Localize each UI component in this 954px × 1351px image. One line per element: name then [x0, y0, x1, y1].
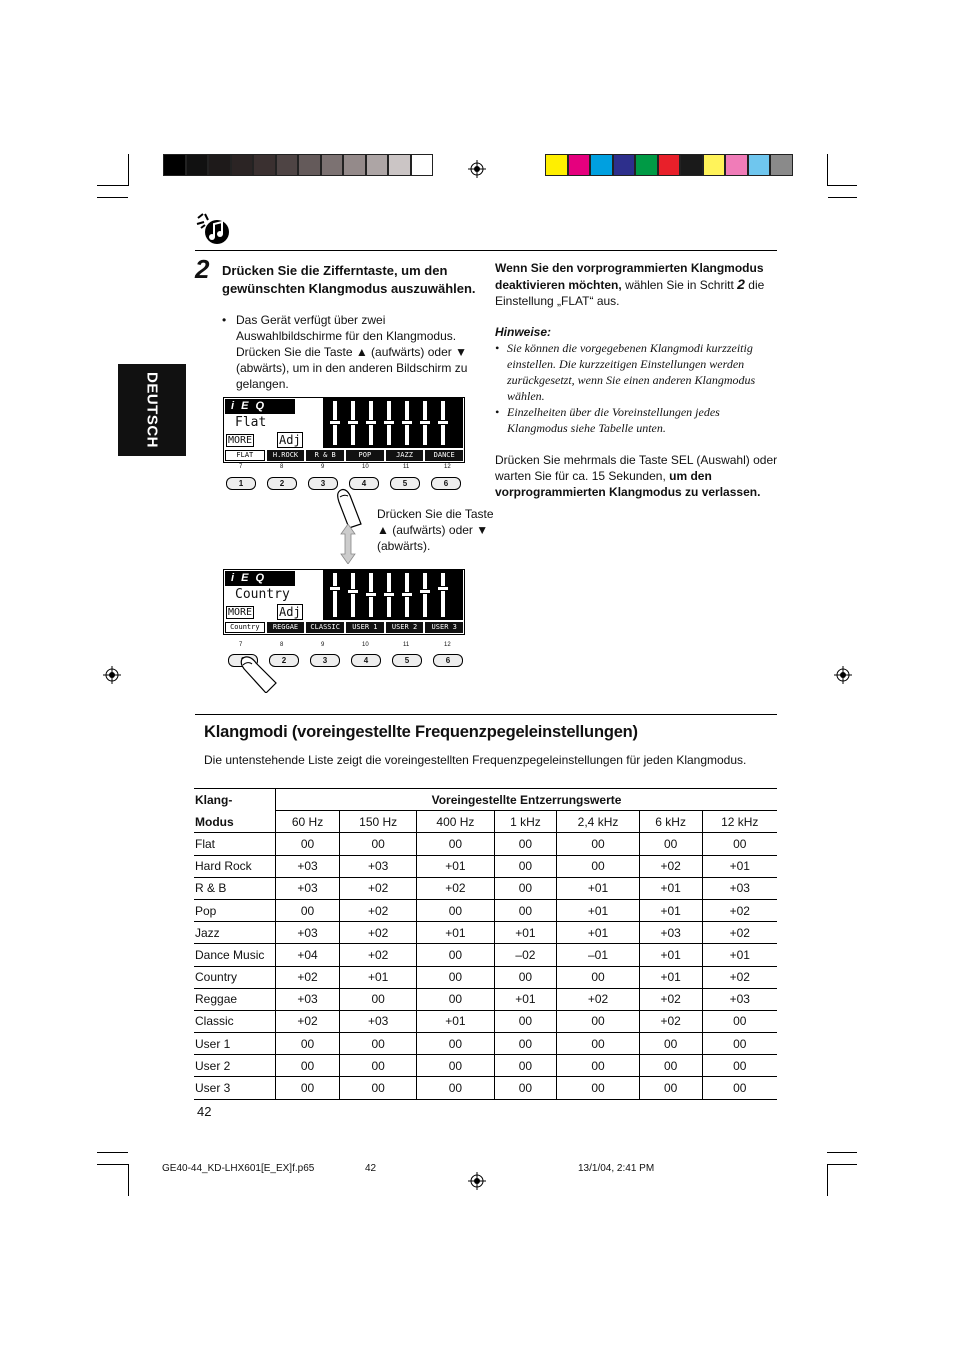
display-mode-text: Country — [235, 587, 290, 602]
value-cell: +02 — [702, 966, 777, 988]
color-swatch — [343, 154, 366, 176]
page-number: 42 — [197, 1104, 212, 1119]
table-row — [194, 944, 777, 966]
value-cell: +01 — [639, 899, 702, 921]
crop-mark — [827, 1152, 857, 1153]
more-indicator: MORE — [228, 607, 253, 618]
table-header-cell: Modus — [194, 811, 276, 833]
mode-cell: Flat — [194, 833, 276, 855]
table-row — [194, 877, 777, 899]
color-swatch — [545, 154, 568, 176]
tab-number: 11 — [403, 464, 410, 470]
ieq-logo: i E Q — [225, 571, 295, 586]
color-swatch — [658, 154, 681, 176]
tab-number: 11 — [403, 642, 410, 648]
value-cell: 00 — [557, 966, 640, 988]
color-swatch — [613, 154, 636, 176]
eq-band-knob — [329, 586, 341, 591]
section-rule — [195, 714, 777, 715]
color-swatch — [231, 154, 254, 176]
table-row — [194, 1077, 777, 1099]
header-rule — [195, 250, 777, 251]
eq-band-knob — [329, 420, 341, 425]
value-cell: +03 — [276, 877, 340, 899]
language-tab-label: DEUTSCH — [143, 371, 161, 449]
registration-mark-icon — [468, 1172, 486, 1190]
value-cell: –02 — [494, 944, 557, 966]
value-cell: +01 — [639, 966, 702, 988]
tab-number: 12 — [444, 464, 451, 470]
value-cell: +01 — [417, 1010, 494, 1032]
value-cell: 00 — [494, 1077, 557, 1099]
frequency-header: 60 Hz — [276, 811, 340, 833]
preset-button[interactable]: 1 — [226, 477, 256, 490]
display-tab: POP — [346, 450, 384, 461]
preset-button[interactable]: 4 — [351, 654, 381, 667]
step-body — [222, 312, 484, 392]
value-cell: 00 — [340, 988, 417, 1010]
tab-number: 12 — [444, 642, 451, 648]
tab-number: 10 — [362, 464, 369, 470]
color-swatch — [366, 154, 389, 176]
display-tab: CLASSIC — [306, 622, 344, 633]
footer-page: 42 — [365, 1163, 377, 1174]
value-cell: +01 — [557, 899, 640, 921]
display-tab: H.ROCK — [267, 450, 305, 461]
color-swatch — [680, 154, 703, 176]
value-cell: +01 — [702, 944, 777, 966]
mode-cell: Dance Music — [194, 944, 276, 966]
value-cell: +02 — [639, 855, 702, 877]
eq-band-track — [423, 573, 427, 617]
preset-button[interactable]: 6 — [431, 477, 461, 490]
value-cell: +03 — [276, 988, 340, 1010]
eq-band-knob — [383, 420, 395, 425]
value-cell: +02 — [639, 1010, 702, 1032]
eq-band-knob — [347, 589, 359, 594]
display-tab: USER 1 — [346, 622, 384, 633]
notes-title: Hinweise: — [495, 325, 552, 339]
color-swatch — [590, 154, 613, 176]
mode-cell: Jazz — [194, 922, 276, 944]
arrow-caption: Drücken Sie die Taste ▲ (aufwärts) oder ▼ (abwärts). — [377, 507, 494, 553]
value-cell: 00 — [276, 899, 340, 921]
mode-cell: User 3 — [194, 1077, 276, 1099]
tab-number: 9 — [321, 642, 325, 648]
value-cell: +02 — [340, 922, 417, 944]
frequency-header: 400 Hz — [417, 811, 494, 833]
color-swatch — [568, 154, 591, 176]
value-cell: +01 — [639, 877, 702, 899]
finger-pointer-icon — [335, 488, 365, 528]
step-title: Drücken Sie die Zifferntaste, um den gewünschten Klangmodus auszuwählen. — [222, 263, 476, 296]
tab-number: 10 — [362, 642, 369, 648]
table-header-row — [194, 789, 777, 811]
eq-graph — [323, 398, 463, 448]
preset-button[interactable]: 2 — [269, 654, 299, 667]
adj-indicator: Adj — [279, 605, 301, 619]
value-cell: 00 — [639, 833, 702, 855]
frequency-header: 2,4 kHz — [557, 811, 640, 833]
value-cell: 00 — [557, 1033, 640, 1055]
color-swatch — [411, 154, 434, 176]
mode-cell: Pop — [194, 899, 276, 921]
more-indicator: MORE — [228, 435, 253, 446]
eq-preset-table — [194, 788, 777, 1100]
eq-band-knob — [437, 420, 449, 425]
ieq-logo: i E Q — [225, 399, 295, 414]
value-cell: +02 — [639, 988, 702, 1010]
value-cell: 00 — [639, 1033, 702, 1055]
value-cell: 00 — [494, 877, 557, 899]
value-cell: 00 — [417, 1055, 494, 1077]
display-text-area — [225, 571, 322, 620]
value-cell: +03 — [639, 922, 702, 944]
value-cell: +02 — [340, 877, 417, 899]
mode-cell: User 1 — [194, 1033, 276, 1055]
eq-band-track — [351, 573, 355, 617]
value-cell: 00 — [276, 1077, 340, 1099]
value-cell: 00 — [340, 1055, 417, 1077]
value-cell: 00 — [557, 1077, 640, 1099]
value-cell: +01 — [702, 855, 777, 877]
exit-text: Drücken Sie mehrmals die Taste SEL (Auswahl) oder warten Sie für ca. 15 Sekunden, — [495, 453, 778, 483]
value-cell: +03 — [340, 1010, 417, 1032]
value-cell: 00 — [494, 1033, 557, 1055]
value-cell: +01 — [494, 922, 557, 944]
eq-band-knob — [365, 420, 377, 425]
exit-bold: um den vorprogrammierten Klangmodus zu verlassen. — [495, 469, 761, 499]
display-tabs — [225, 450, 463, 461]
value-cell: +01 — [417, 922, 494, 944]
display-tab: DANCE — [425, 450, 463, 461]
value-cell: 00 — [494, 855, 557, 877]
color-calibration-bar — [545, 154, 793, 176]
mode-cell: R & B — [194, 877, 276, 899]
value-cell: +01 — [340, 966, 417, 988]
eq-band-track — [441, 573, 445, 617]
preset-button[interactable]: 4 — [349, 477, 379, 490]
step-bullet: • Das Gerät verfügt über zwei Auswahlbildschirme für den Klangmodus. Drücken Sie die Taste ▲ (aufwärts) oder ▼ (abwärts), um in den anderen Bildschirm zu gelangen. — [222, 312, 484, 392]
tab-number: 7 — [239, 642, 243, 648]
value-cell: 00 — [639, 1077, 702, 1099]
color-swatch — [186, 154, 209, 176]
crop-mark — [128, 154, 129, 186]
value-cell: 00 — [417, 988, 494, 1010]
value-cell: +03 — [276, 922, 340, 944]
mode-cell: Hard Rock — [194, 855, 276, 877]
value-cell: 00 — [417, 1077, 494, 1099]
value-cell: +02 — [557, 988, 640, 1010]
deactivate-paragraph — [495, 260, 780, 309]
tab-number: 7 — [239, 464, 243, 470]
crop-mark — [97, 1164, 128, 1165]
mode-cell: Country — [194, 966, 276, 988]
language-tab — [118, 364, 186, 456]
value-cell: 00 — [557, 833, 640, 855]
table-row — [194, 1033, 777, 1055]
color-swatch — [770, 154, 793, 176]
value-cell: 00 — [417, 944, 494, 966]
value-cell: 00 — [276, 1033, 340, 1055]
deactivate-text: wählen Sie in Schritt — [625, 278, 734, 292]
up-down-arrow-icon — [340, 524, 356, 564]
color-swatch — [725, 154, 748, 176]
value-cell: 00 — [340, 1033, 417, 1055]
table-row — [194, 922, 777, 944]
value-cell: 00 — [557, 1055, 640, 1077]
value-cell: +01 — [417, 855, 494, 877]
table-row — [194, 855, 777, 877]
step-number: 2 — [195, 254, 210, 284]
mode-cell: Reggae — [194, 988, 276, 1010]
value-cell: +02 — [340, 899, 417, 921]
value-cell: +04 — [276, 944, 340, 966]
deactivate-step-ref: 2 — [737, 276, 745, 292]
value-cell: 00 — [417, 833, 494, 855]
display-flat — [223, 397, 465, 463]
gray-calibration-bar — [163, 154, 433, 176]
adj-indicator: Adj — [279, 433, 301, 447]
display-tab: Country — [225, 622, 265, 633]
mode-cell: Classic — [194, 1010, 276, 1032]
value-cell: +01 — [639, 944, 702, 966]
value-cell: +03 — [340, 855, 417, 877]
value-cell: 00 — [557, 855, 640, 877]
color-swatch — [388, 154, 411, 176]
display-tab: USER 3 — [425, 622, 463, 633]
display-tab: R & B — [306, 450, 344, 461]
display-country — [223, 569, 465, 635]
section-intro: Die untenstehende Liste zeigt die voreingestellten Frequenzpegeleinstellungen für jeden Klangmodus. — [204, 753, 747, 767]
color-swatch — [321, 154, 344, 176]
frequency-header: 150 Hz — [340, 811, 417, 833]
eq-band-knob — [401, 420, 413, 425]
preset-button[interactable]: 5 — [392, 654, 422, 667]
value-cell: 00 — [340, 833, 417, 855]
deactivate-text: die Einstellung „FLAT“ aus. — [495, 278, 765, 308]
crop-mark — [828, 197, 857, 198]
crop-mark — [97, 1152, 128, 1153]
value-cell: +03 — [702, 877, 777, 899]
preset-button[interactable]: 6 — [433, 654, 463, 667]
preset-button[interactable]: 2 — [267, 477, 297, 490]
color-swatch — [253, 154, 276, 176]
crop-mark — [97, 197, 128, 198]
tab-number: 8 — [280, 642, 284, 648]
crop-mark — [827, 154, 828, 186]
finger-pointer-icon — [238, 655, 278, 693]
eq-band-track — [333, 573, 337, 617]
display-tab: REGGAE — [267, 622, 305, 633]
display-tab: JAZZ — [386, 450, 424, 461]
value-cell: 00 — [340, 1077, 417, 1099]
registration-mark-icon — [468, 160, 486, 178]
value-cell: 00 — [702, 1055, 777, 1077]
color-swatch — [748, 154, 771, 176]
table-header-row — [194, 811, 777, 833]
display-text-area — [225, 399, 322, 448]
value-cell: 00 — [494, 833, 557, 855]
table-header-cell: Klang- — [194, 789, 276, 811]
registration-mark-icon — [103, 666, 121, 684]
crop-mark — [97, 185, 129, 186]
display-tab: FLAT — [225, 450, 265, 461]
frequency-header: 12 kHz — [702, 811, 777, 833]
value-cell: +02 — [702, 899, 777, 921]
value-cell: 00 — [276, 1055, 340, 1077]
value-cell: –01 — [557, 944, 640, 966]
table-row — [194, 1055, 777, 1077]
display-mode-text: Flat — [235, 415, 267, 430]
section-title: Klangmodi (voreingestellte Frequenzpegeleinstellungen) — [204, 723, 638, 741]
value-cell: 00 — [494, 899, 557, 921]
value-cell: 00 — [494, 966, 557, 988]
value-cell: +03 — [702, 988, 777, 1010]
eq-band-knob — [419, 420, 431, 425]
value-cell: 00 — [702, 1010, 777, 1032]
value-cell: +01 — [557, 877, 640, 899]
preset-button[interactable]: 5 — [390, 477, 420, 490]
sound-mode-icon — [195, 212, 233, 246]
eq-band-knob — [347, 420, 359, 425]
crop-mark — [827, 1164, 828, 1196]
value-cell: +03 — [276, 855, 340, 877]
crop-mark — [128, 1164, 129, 1196]
value-cell: 00 — [417, 1033, 494, 1055]
eq-graph — [323, 570, 463, 620]
notes-block — [495, 324, 780, 436]
deactivate-bold: Wenn Sie den vorprogrammierten Klangmodus deaktivieren möchten, — [495, 261, 764, 292]
value-cell: +01 — [494, 988, 557, 1010]
value-cell: 00 — [702, 833, 777, 855]
color-swatch — [208, 154, 231, 176]
table-row — [194, 1010, 777, 1032]
table-group-header: Voreingestellte Entzerrungswerte — [276, 789, 778, 811]
value-cell: 00 — [417, 899, 494, 921]
value-cell: +02 — [417, 877, 494, 899]
eq-band-knob — [437, 586, 449, 591]
eq-band-knob — [383, 592, 395, 597]
footer-file: GE40-44_KD-LHX601[E_EX]f.p65 — [162, 1163, 315, 1174]
exit-paragraph — [495, 452, 780, 500]
eq-band-knob — [419, 589, 431, 594]
eq-band-knob — [365, 592, 377, 597]
registration-mark-icon — [834, 666, 852, 684]
crop-mark — [827, 185, 857, 186]
frequency-header: 1 kHz — [494, 811, 557, 833]
color-swatch — [703, 154, 726, 176]
footer-date: 13/1/04, 2:41 PM — [578, 1163, 655, 1174]
value-cell: 00 — [702, 1077, 777, 1099]
color-swatch — [298, 154, 321, 176]
value-cell: 00 — [639, 1055, 702, 1077]
note-item: • Einzelheiten über die Voreinstellungen jedes Klangmodus siehe Tabelle unten. — [495, 404, 780, 436]
display-tab: USER 2 — [386, 622, 424, 633]
note-item: • Sie können die vorgegebenen Klangmodi kurzzeitig einstellen. Die kurzzeitigen Einstellungen werden zurückgesetzt, wenn Sie einen anderen Klangmodus wählen. — [495, 340, 780, 404]
value-cell: 00 — [276, 833, 340, 855]
value-cell: +01 — [557, 922, 640, 944]
color-swatch — [635, 154, 658, 176]
mode-cell: User 2 — [194, 1055, 276, 1077]
table-row — [194, 966, 777, 988]
color-swatch — [163, 154, 186, 176]
color-swatch — [276, 154, 299, 176]
value-cell: +02 — [340, 944, 417, 966]
table-row — [194, 833, 777, 855]
value-cell: 00 — [557, 1010, 640, 1032]
preset-button[interactable]: 3 — [310, 654, 340, 667]
tab-number: 9 — [321, 464, 325, 470]
value-cell: +02 — [276, 1010, 340, 1032]
value-cell: 00 — [494, 1010, 557, 1032]
table-row — [194, 899, 777, 921]
value-cell: 00 — [417, 966, 494, 988]
value-cell: +02 — [702, 922, 777, 944]
value-cell: 00 — [494, 1055, 557, 1077]
preset-button[interactable]: 3 — [308, 477, 338, 490]
display-tabs — [225, 622, 463, 633]
value-cell: 00 — [702, 1033, 777, 1055]
tab-number: 8 — [280, 464, 284, 470]
value-cell: +02 — [276, 966, 340, 988]
frequency-header: 6 kHz — [639, 811, 702, 833]
eq-band-knob — [401, 592, 413, 597]
table-row — [194, 988, 777, 1010]
crop-mark — [827, 1164, 857, 1165]
